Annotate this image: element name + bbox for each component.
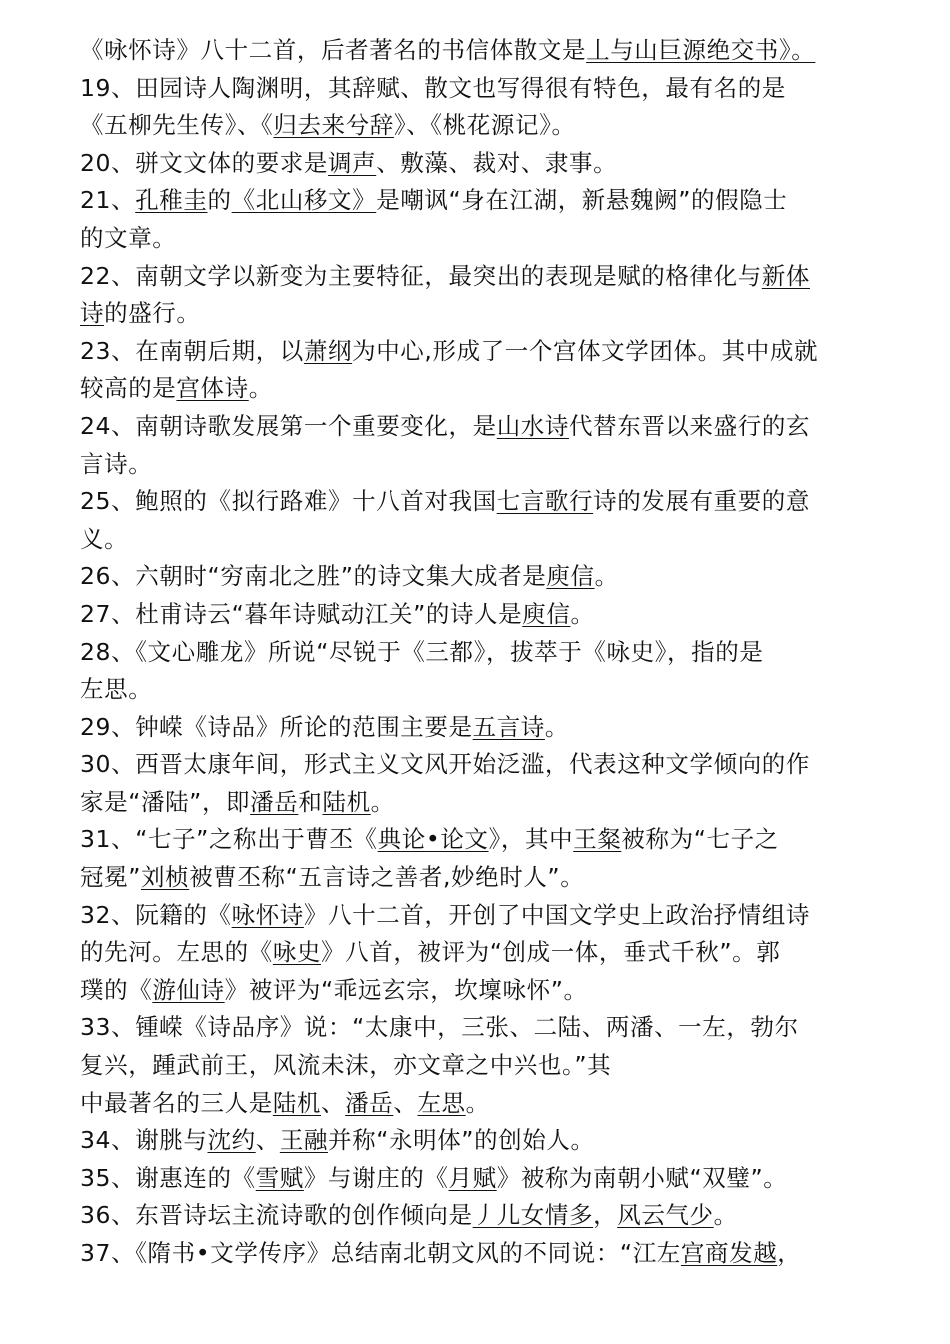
line-text: 23、在南朝后期，以 bbox=[80, 336, 304, 365]
underlined-answer: 新体 bbox=[761, 261, 811, 290]
line-text: 冠冕” bbox=[80, 863, 141, 892]
text-line bbox=[80, 107, 880, 145]
line-text: 。 bbox=[248, 374, 273, 403]
line-text: 25、鲍照的《拟行路难》十八首对我国 bbox=[80, 487, 497, 516]
underlined-answer: 庾信 bbox=[546, 562, 595, 591]
text-line bbox=[80, 32, 880, 70]
line-text: 和 bbox=[298, 787, 323, 816]
line-text: 诗的发展有重要的意 bbox=[593, 487, 811, 516]
underlined-answer: 潘岳 bbox=[345, 1088, 394, 1117]
underlined-answer: 山水诗 bbox=[496, 411, 570, 440]
line-text: 29、钟嵘《诗品》所论的范围主要是 bbox=[80, 712, 473, 741]
line-text: 。 bbox=[570, 599, 595, 628]
line-text: 的文章。 bbox=[80, 223, 177, 252]
line-text: 22、南朝文学以新变为主要特征，最突出的表现是赋的格律化与 bbox=[80, 261, 762, 290]
text-line bbox=[80, 972, 880, 1010]
line-text: 20、骈文文体的要求是 bbox=[80, 148, 329, 177]
text-line bbox=[80, 746, 880, 784]
underlined-answer: 诗 bbox=[80, 299, 105, 328]
line-text: 》与谢庄的《 bbox=[303, 1163, 449, 1192]
line-text: 36、东晋诗坛主流诗歌的创作倾向是 bbox=[80, 1201, 473, 1230]
line-text: 的盛行。 bbox=[104, 299, 201, 328]
underlined-answer: 宫体诗 bbox=[176, 374, 249, 403]
text-line bbox=[80, 145, 880, 183]
line-text: 中最著名的三人是 bbox=[80, 1088, 273, 1117]
underlined-answer: 雪赋 bbox=[255, 1163, 304, 1192]
line-text: 》、《桃花源记》。 bbox=[393, 111, 576, 140]
line-text: 35、谢惠连的《 bbox=[80, 1163, 256, 1192]
line-text: 义。 bbox=[80, 524, 129, 553]
line-text: 32、阮籍的《 bbox=[80, 900, 232, 929]
line-text: 》八十二首，开创了中国文学史上政治抒情组诗 bbox=[303, 900, 811, 929]
text-line bbox=[80, 671, 880, 709]
line-text: 被称为“七子之 bbox=[621, 825, 779, 854]
line-text: 并称“永明体”的创始人。 bbox=[328, 1126, 595, 1155]
underlined-answer: 左思 bbox=[417, 1088, 466, 1117]
line-text: 30、西晋太康年间，形式主义文风开始泛滥，代表这种文学倾向的作 bbox=[80, 750, 811, 779]
text-line bbox=[80, 1197, 880, 1235]
document-body bbox=[80, 32, 880, 1273]
text-line bbox=[80, 483, 880, 521]
line-text: 》，其中 bbox=[488, 825, 574, 854]
underlined-answer: 王融 bbox=[279, 1126, 329, 1155]
line-text: 被曹丕称“五言诗之善者,妙绝时人”。 bbox=[189, 863, 585, 892]
text-line bbox=[80, 333, 880, 371]
text-line bbox=[80, 446, 880, 484]
line-text: 代替东晋以来盛行的玄 bbox=[569, 411, 811, 440]
underlined-answer: 沈约 bbox=[207, 1126, 256, 1155]
line-text: 34、谢朓与 bbox=[80, 1126, 208, 1155]
line-text: 是嘲讽“身在江湖，新悬魏阙”的假隐士 bbox=[376, 186, 788, 215]
line-text: 为中心,形成了一个宫体文学团体。其中成就 bbox=[352, 336, 819, 365]
line-text: 28、《文心雕龙》所说“尽锐于《三都》，拔萃于《咏史》，指的是 bbox=[80, 637, 764, 666]
text-line bbox=[80, 634, 880, 672]
underlined-answer: 萧纲 bbox=[303, 336, 353, 365]
line-text: ， bbox=[777, 1239, 802, 1267]
text-line bbox=[80, 70, 880, 108]
line-text: 左思。 bbox=[80, 675, 153, 704]
line-text: 复兴，踵武前王，风流未沫，亦文章之中兴也。”其 bbox=[80, 1051, 612, 1080]
text-line bbox=[80, 1122, 880, 1160]
line-text: 的 bbox=[207, 186, 232, 215]
line-text: 27、杜甫诗云“暮年诗赋动江关”的诗人是 bbox=[80, 599, 523, 628]
line-text: 《咏怀诗》八十二首，后者著名的书信体散文是 bbox=[80, 36, 587, 64]
underlined-answer: 咏怀诗 bbox=[231, 900, 304, 929]
text-line bbox=[80, 897, 880, 935]
underlined-answer: 归去来兮辞 bbox=[273, 111, 394, 140]
line-text: 》被称为南朝小赋“双璧”。 bbox=[496, 1163, 788, 1192]
line-text: 31、“七子”之称出于曹丕《 bbox=[80, 825, 378, 854]
line-text: 21、 bbox=[80, 186, 136, 215]
line-text: 、敷藻、裁对、隶事。 bbox=[376, 148, 618, 177]
underlined-answer: 游仙诗 bbox=[152, 975, 225, 1004]
line-text: 言诗。 bbox=[80, 449, 153, 478]
line-text: 33、锺嵘《诗品序》说：“太康中，三张、二陆、两潘、一左，勃尔 bbox=[80, 1013, 799, 1042]
underlined-answer: 丄与山巨源绝交书》。 bbox=[586, 36, 816, 64]
line-text: 37、《隋书•文学传序》总结南北朝文风的不同说：“江左 bbox=[80, 1239, 681, 1267]
line-text: 。 bbox=[594, 562, 619, 591]
text-line bbox=[80, 558, 880, 596]
text-line bbox=[80, 784, 880, 822]
underlined-answer: 风云气少 bbox=[617, 1201, 714, 1230]
underlined-answer: 咏史 bbox=[272, 938, 322, 967]
text-line bbox=[80, 821, 880, 859]
text-line bbox=[80, 1009, 880, 1047]
line-text: 。 bbox=[713, 1201, 738, 1230]
text-line bbox=[80, 934, 880, 972]
text-line bbox=[80, 182, 880, 220]
line-text: 、 bbox=[393, 1088, 418, 1117]
underlined-answer: 刘桢 bbox=[140, 863, 190, 892]
underlined-answer: 典论•论文 bbox=[377, 825, 489, 854]
line-text: ， bbox=[593, 1201, 618, 1230]
text-line bbox=[80, 1160, 880, 1198]
line-text: 24、南朝诗歌发展第一个重要变化，是 bbox=[80, 411, 497, 440]
underlined-answer: 七言歌行 bbox=[496, 487, 594, 516]
text-line bbox=[80, 709, 880, 747]
text-line bbox=[80, 295, 880, 333]
line-text: 。 bbox=[370, 787, 395, 816]
line-text: 。 bbox=[465, 1088, 490, 1117]
line-text: 19、田园诗人陶渊明，其辞赋、散文也写得很有特色，最有名的是 bbox=[80, 73, 786, 102]
text-line bbox=[80, 1047, 880, 1085]
line-text: 26、六朝时“穷南北之胜”的诗文集大成者是 bbox=[80, 562, 547, 591]
line-text: 较高的是 bbox=[80, 374, 177, 403]
underlined-answer: 孔稚圭 bbox=[135, 186, 208, 215]
underlined-answer: 陆机 bbox=[272, 1088, 322, 1117]
underlined-answer: 宫商发越 bbox=[680, 1239, 778, 1267]
underlined-answer: 月赋 bbox=[448, 1163, 497, 1192]
underlined-answer: 丿儿女情多 bbox=[472, 1201, 594, 1230]
underlined-answer: 王粲 bbox=[573, 825, 622, 854]
line-text: 》被评为“乖远玄宗，坎壈咏怀”。 bbox=[224, 975, 588, 1004]
line-text: 家是“潘陆”，即 bbox=[80, 787, 251, 816]
line-text: 《五柳先生传》、《 bbox=[80, 111, 274, 140]
line-text: 》八首，被评为“创成一体，垂式千秋”。郭 bbox=[321, 938, 781, 967]
underlined-answer: 潘岳 bbox=[250, 787, 299, 816]
text-line bbox=[80, 220, 880, 258]
underlined-answer: 调声 bbox=[328, 148, 377, 177]
line-text: 。 bbox=[544, 712, 570, 741]
underlined-answer: 庾信 bbox=[522, 599, 571, 628]
line-text: 、 bbox=[321, 1088, 346, 1117]
underlined-answer: 五言诗 bbox=[472, 712, 545, 741]
line-text: 璞的《 bbox=[80, 975, 153, 1004]
underlined-answer: 陆机 bbox=[322, 787, 371, 816]
text-line bbox=[80, 258, 880, 296]
line-text: 、 bbox=[255, 1126, 280, 1155]
line-text: 的先河。左思的《 bbox=[80, 938, 273, 967]
text-line bbox=[80, 596, 880, 634]
text-line bbox=[80, 521, 880, 559]
underlined-answer: 《北山移文》 bbox=[231, 186, 377, 215]
text-line bbox=[80, 859, 880, 897]
text-line bbox=[80, 408, 880, 446]
text-line bbox=[80, 370, 880, 408]
text-line bbox=[80, 1235, 880, 1273]
text-line bbox=[80, 1085, 880, 1123]
